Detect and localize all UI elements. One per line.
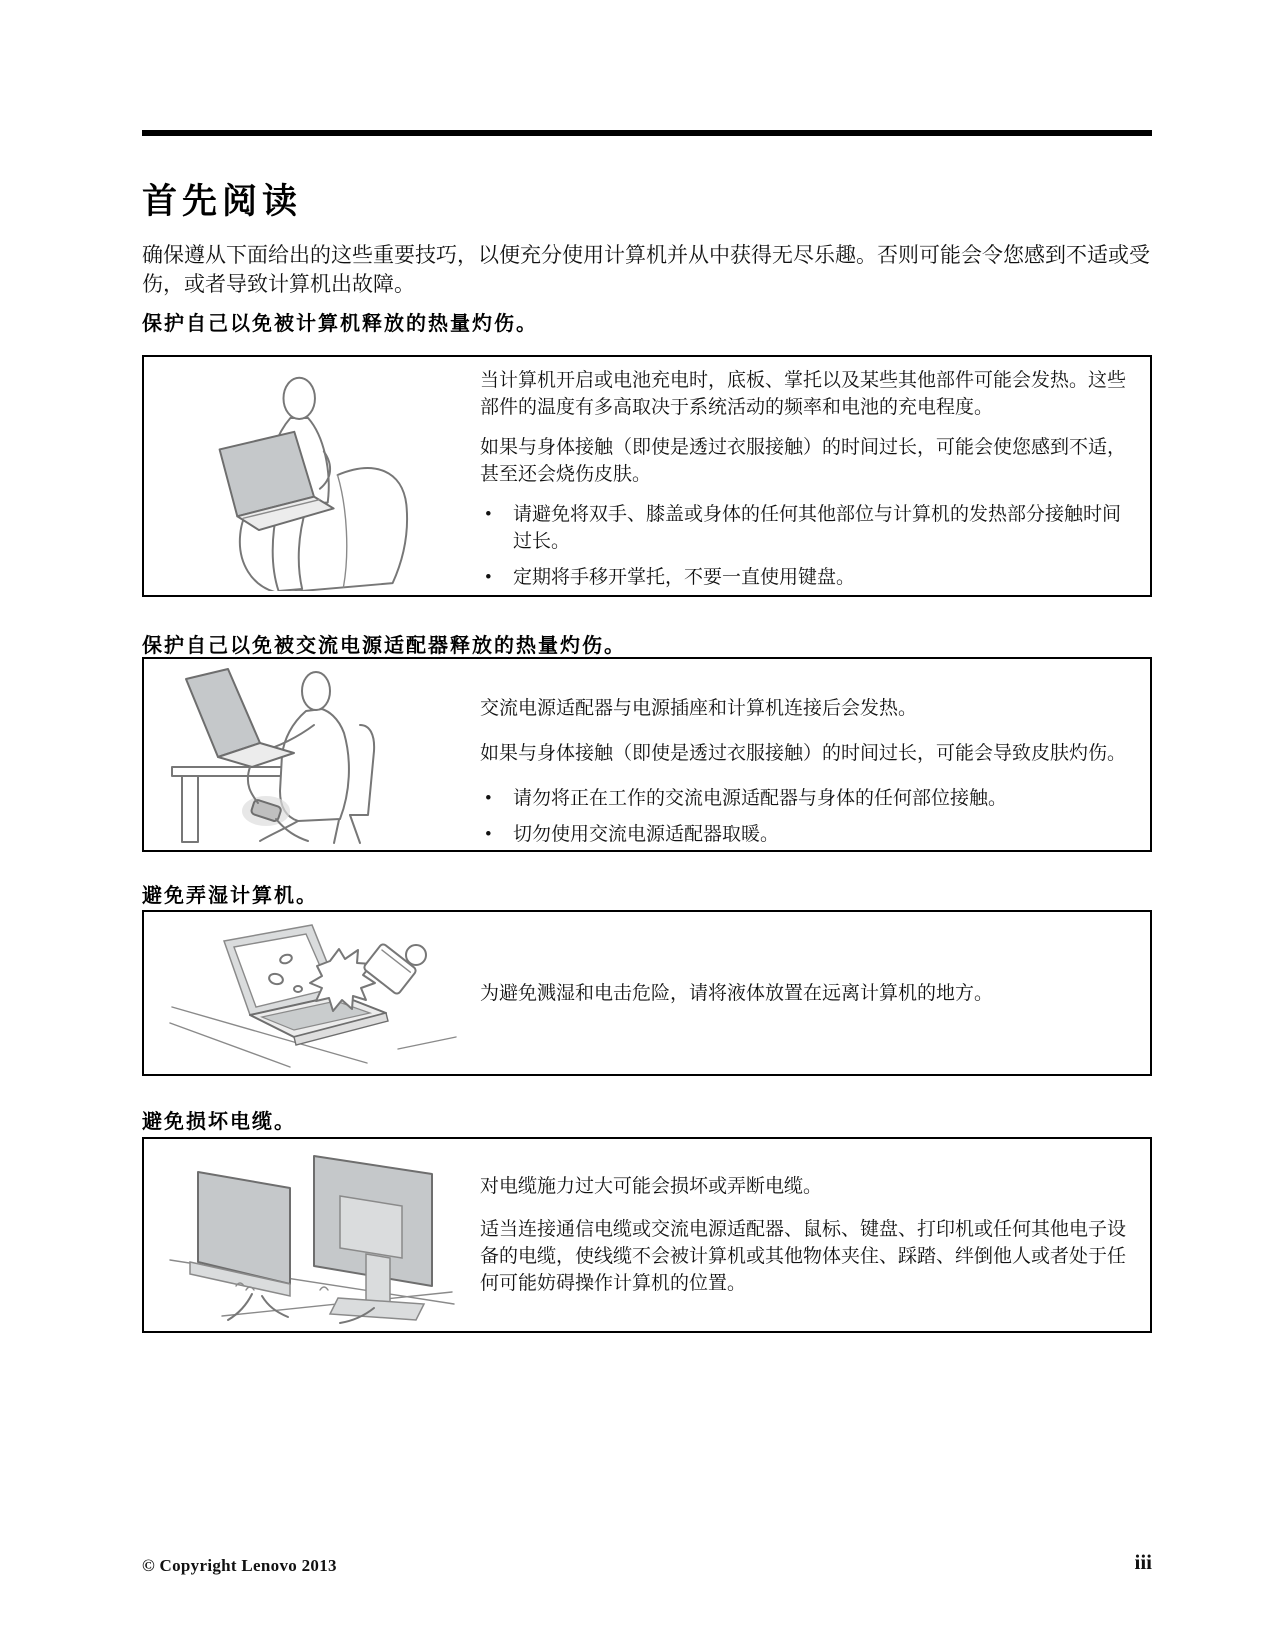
bullet-text: 请避免将双手、膝盖或身体的任何其他部位与计算机的发热部分接触时间过长。 [513,504,1122,552]
footer-page-number: iii [1134,1550,1152,1574]
box-paragraph: 交流电源适配器与电源插座和计算机连接后会发热。 [480,698,918,719]
illustration-laptop-liquid-spill [144,912,480,1074]
warning-box-keep-dry [142,910,1152,1076]
section-heading-computer-heat: 保护自己以免被计算机释放的热量灼伤。 [142,313,538,335]
bullet-marker [480,564,513,591]
bullet-item [480,821,1136,848]
top-rule [142,130,1152,136]
box-paragraph: 适当连接通信电缆或交流电源适配器、鼠标、键盘、打印机或任何其他电子设备的电缆，使线缆不会被计算机或其他物体夹住、踩踏、绊倒他人或者处于任何可能妨碍操作计算机的位置。 [480,1219,1127,1294]
warning-box-cables [142,1137,1152,1333]
bullet-marker [480,821,513,848]
footer-copyright: © Copyright Lenovo 2013 [142,1556,337,1575]
illustration-monitors-cables [144,1139,480,1331]
box-paragraph: 如果与身体接触（即使是透过衣服接触）的时间过长，可能会导致皮肤灼伤。 [480,743,1127,764]
illustration-person-desk-adapter [144,659,480,850]
box-paragraph: 当计算机开启或电池充电时，底板、掌托以及某些其他部件可能会发热。这些部件的温度有多高取决于系统活动的频率和电池的充电程度。 [480,370,1127,418]
illustration-person-armchair-laptop [144,357,480,595]
box-paragraph: 为避免溅湿和电击危险，请将液体放置在远离计算机的地方。 [480,982,994,1004]
section-heading-keep-dry: 避免弄湿计算机。 [142,885,318,907]
bullet-text: 请勿将正在工作的交流电源适配器与身体的任何部位接触。 [513,788,1008,809]
bullet-marker [480,785,513,812]
bullet-marker [480,501,513,555]
bullet-text: 切勿使用交流电源适配器取暖。 [513,824,780,845]
page-title: 首先阅读 [142,182,303,221]
bullet-item [480,564,1136,591]
section-heading-adapter-heat: 保护自己以免被交流电源适配器释放的热量灼伤。 [142,635,626,657]
section-heading-cables: 避免损坏电缆。 [142,1111,296,1133]
box-paragraph: 如果与身体接触（即使是透过衣服接触）的时间过长，可能会使您感到不适，甚至还会烧伤皮肤。 [480,437,1127,485]
bullet-item [480,785,1136,812]
bullet-text: 定期将手移开掌托，不要一直使用键盘。 [513,567,856,588]
intro-paragraph: 确保遵从下面给出的这些重要技巧，以便充分使用计算机并从中获得无尽乐趣。否则可能会令您感到不适或受伤，或者导致计算机出故障。 [142,243,1150,296]
warning-box-computer-heat [142,355,1152,597]
warning-box-adapter-heat [142,657,1152,852]
bullet-item [480,501,1136,555]
box-paragraph: 对电缆施力过大可能会损坏或弄断电缆。 [480,1176,823,1197]
